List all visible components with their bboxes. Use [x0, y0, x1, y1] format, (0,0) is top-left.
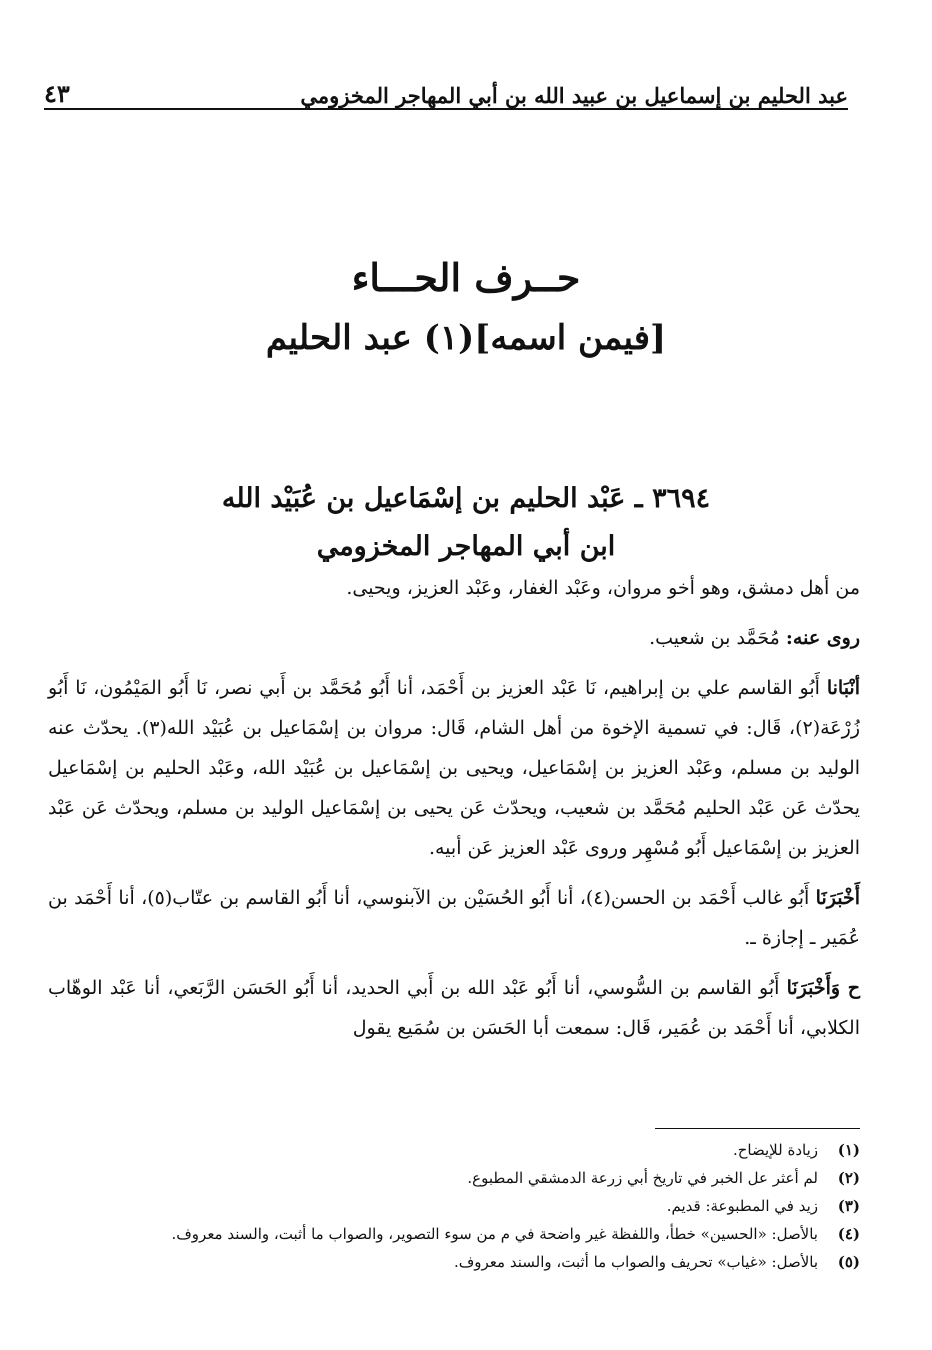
footnote-rule	[655, 1128, 860, 1129]
paragraph	[48, 968, 860, 1048]
entry-heading	[0, 475, 932, 571]
footnote-number: (٣)	[837, 1197, 860, 1215]
paragraph-text: مُحَمَّد بن شعيب.	[649, 627, 786, 649]
footnote-number: (٥)	[837, 1253, 860, 1271]
paragraph	[48, 878, 860, 958]
paragraph-lead: أنْبَانا	[826, 677, 860, 699]
footnote	[90, 1248, 860, 1276]
body-text	[48, 568, 860, 1058]
footnote-text: زيد في المطبوعة: قديم.	[666, 1197, 818, 1215]
footnotes	[90, 1136, 860, 1276]
entry-title-line-2: ابن أبي المهاجر المخزومي	[316, 531, 616, 562]
paragraph-text: أَبُو غالب أَحْمَد بن الحسن(٤)، أنا أَبُو الحُسَيْن بن الآبنوسي، أنا أَبُو القاسم بن عتّاب(٥)، أنا أَحْمَد بن عُمَير ـ إجازة ـ.	[48, 887, 860, 949]
footnote	[90, 1136, 860, 1164]
footnote-number: (١)	[837, 1141, 860, 1159]
header-rule	[44, 108, 848, 110]
entry-title-line-1: ٣٦٩٤ ـ عَبْد الحليم بن إسْمَاعيل بن عُبَيْد الله	[221, 483, 711, 514]
paragraph-text: من أهل دمشق، وهو أخو مروان، وعَبْد الغفار، وعَبْد العزيز، ويحيى.	[346, 577, 860, 599]
footnote-number: (٢)	[837, 1169, 860, 1187]
paragraph	[48, 618, 860, 658]
paragraph-lead: ح وَأَخْبَرَنَا	[786, 977, 861, 999]
section-title: حــرف الحـــاء	[351, 255, 581, 300]
paragraph-text: أَبُو القاسم بن السُّوسي، أنا أَبُو عَبْد الله بن أَبي الحديد، أنا أَبُو الحَسَن الرَّبَعي، أنا عَبْد الوهّاب الكلابي، أنا أَحْمَد بن عُمَير، قَال: سمعت أبا الحَسَن بن سُمَيع يقول	[48, 977, 860, 1039]
running-head-title: عبد الحليم بن إسماعيل بن عبيد الله بن أبي المهاجر المخزومي	[300, 83, 848, 108]
paragraph-lead: روى عنه:	[785, 627, 860, 649]
page-number: ٤٣	[44, 79, 70, 108]
paragraph	[48, 568, 860, 608]
paragraph-lead: أَخْبَرَنَا	[815, 887, 860, 909]
footnote	[90, 1220, 860, 1248]
footnote-text: زيادة للإيضاح.	[732, 1141, 818, 1159]
section-subtitle: [فيمن اسمه](١) عبد الحليم	[265, 318, 667, 358]
paragraph-text: أَبُو القاسم علي بن إبراهيم، نَا عَبْد العزيز بن أَحْمَد، أنا أَبُو مُحَمَّد بن أَبي نصر، نَا أَبُو المَيْمُون، نَا أَبُو زُرْعَة(٢)، قَال: في تسمية الإخوة من أهل الشام، قَال: مروان بن إسْمَاعيل بن عُبَيْد الله(٣). يحدّث عنه الوليد بن مسلم، وعَبْد العزيز بن إسْمَاعيل، ويحيى بن إسْمَاعيل بن عُبَيْد الله، وعَبْد الحليم بن إسْمَاعيل يحدّث عَن عَبْد الحليم مُحَمَّد بن شعيب، ويحدّث عَن يحيى بن إسْمَاعيل الوليد بن مسلم، ويحدّث عَن عَبْد العزيز بن إسْمَاعيل أَبُو مُسْهِر وروى عَبْد العزيز عَن أبيه.	[48, 677, 860, 859]
paragraph	[48, 668, 860, 868]
footnote-text: لم أعثر عل الخبر في تاريخ أبي زرعة الدمشقي المطبوع.	[467, 1169, 818, 1187]
footnote-text: بالأصل: «غياب» تحريف والصواب ما أثبت، والسند معروف.	[453, 1253, 818, 1271]
footnote	[90, 1164, 860, 1192]
footnote	[90, 1192, 860, 1220]
footnote-text: بالأصل: «الحسين» خطأ، واللفظة غير واضحة في م من سوء التصوير، والصواب ما أثبت، والسند معروف.	[171, 1225, 818, 1243]
running-head	[44, 68, 848, 108]
footnote-number: (٤)	[837, 1225, 860, 1243]
